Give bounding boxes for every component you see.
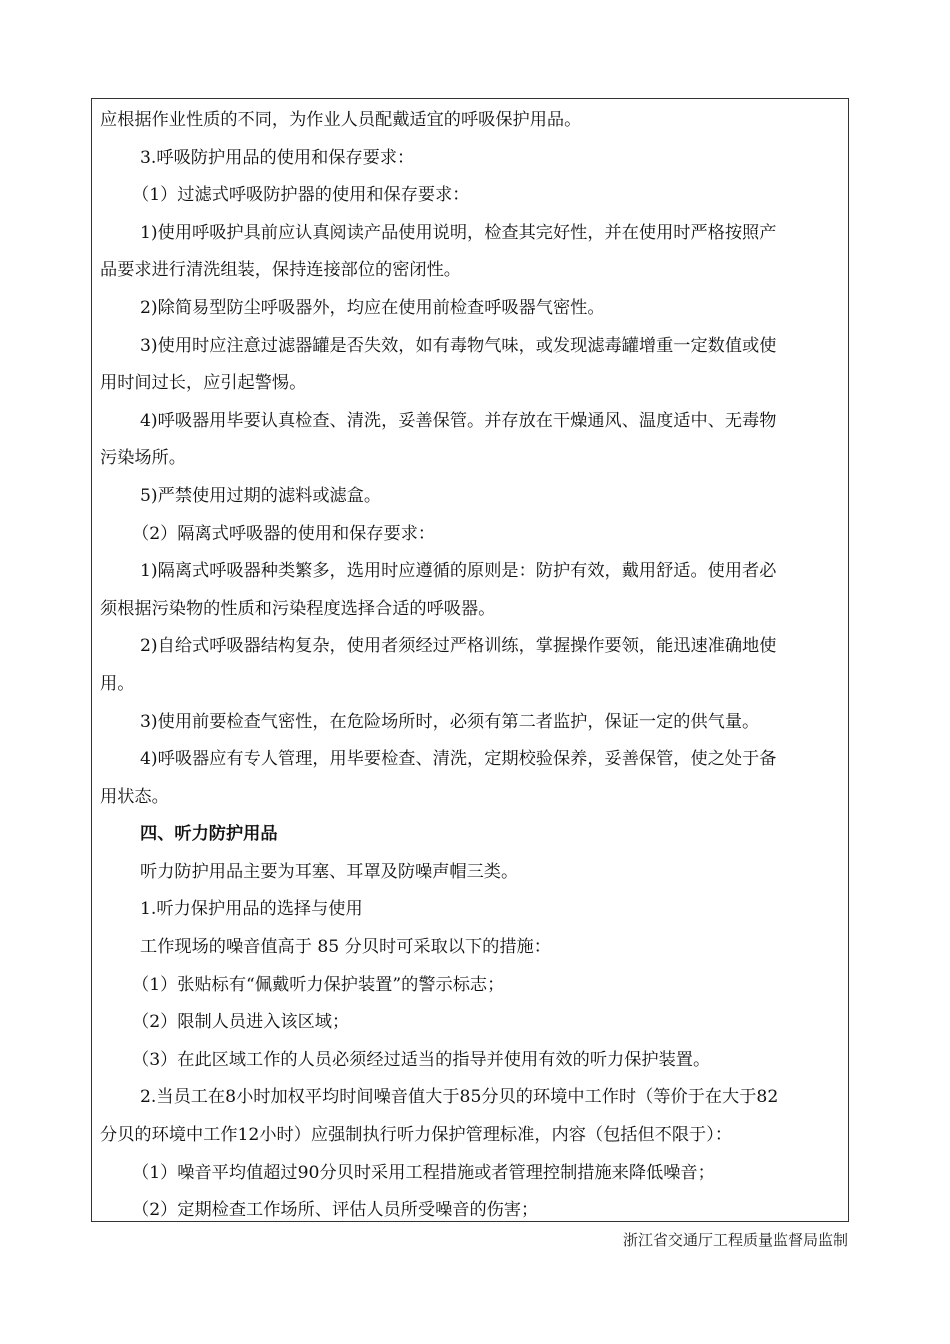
subsection-heading: （1）过滤式呼吸防护器的使用和保存要求： [132,185,470,206]
document-body [100,102,846,1230]
list-item: （2）定期检查工作场所、评估人员所受噪音的伤害； [132,1200,539,1221]
section-subheading: 3.呼吸防护用品的使用和保存要求： [140,147,415,168]
text-line: 须根据污染物的性质和污染程度选择合适的呼吸器。 [100,598,496,619]
subsection-heading: （2）隔离式呼吸器的使用和保存要求： [132,523,436,544]
section-subheading: 1.听力保护用品的选择与使用 [140,899,363,920]
text-line: 分贝的环境中工作12小时）应强制执行听力保护管理标准，内容（包括但不限于）： [100,1125,733,1146]
text-line: 1)隔离式呼吸器种类繁多，选用时应遵循的原则是：防护有效，戴用舒适。使用者必 [140,561,777,582]
text-line: 4)呼吸器应有专人管理，用毕要检查、清洗，定期校验保养，妥善保管，使之处于备 [140,749,777,770]
text-line: 工作现场的噪音值高于 85 分贝时可采取以下的措施： [140,937,551,958]
text-line: 4)呼吸器用毕要认真检查、清洗，妥善保管。并存放在干燥通风、温度适中、无毒物 [140,410,777,431]
text-line: 2.当员工在8小时加权平均时间噪音值大于85分贝的环境中工作时（等价于在大于82 [140,1087,779,1108]
text-line: 1)使用呼吸护具前应认真阅读产品使用说明，检查其完好性，并在使用时严格按照产 [140,222,777,243]
text-line: 听力防护用品主要为耳塞、耳罩及防噪声帽三类。 [140,861,519,882]
list-item: （1）噪音平均值超过90分贝时采用工程措施或者管理控制措施来降低噪音； [132,1162,715,1183]
text-line: 品要求进行清洗组装，保持连接部位的密闭性。 [100,260,461,281]
text-line: 2)除简易型防尘呼吸器外，均应在使用前检查呼吸器气密性。 [140,297,605,318]
text-line: 用状态。 [100,786,169,807]
text-line: 5)严禁使用过期的滤料或滤盒。 [140,485,382,506]
list-item: （3）在此区域工作的人员必须经过适当的指导并使用有效的听力保护装置。 [132,1049,711,1070]
text-line: 用时间过长，应引起警惕。 [100,373,307,394]
list-item: （1）张贴标有“佩戴听力保护装置”的警示标志； [132,974,505,995]
text-line: 3)使用前要检查气密性，在危险场所时，必须有第二者监护，保证一定的供气量。 [140,711,760,732]
text-line: 3)使用时应注意过滤器罐是否失效，如有毒物气味，或发现滤毒罐增重一定数值或使 [140,335,777,356]
text-line: 污染场所。 [100,448,186,469]
section-heading: 四、听力防护用品 [140,824,278,845]
list-item: （2）限制人员进入该区域； [132,1012,350,1033]
text-line: 用。 [100,673,135,694]
text-line: 2)自给式呼吸器结构复杂，使用者须经过严格训练，掌握操作要领，能迅速准确地使 [140,636,777,657]
footer-issuer: 浙江省交通厅工程质量监督局监制 [622,1231,848,1249]
text-line: 应根据作业性质的不同，为作业人员配戴适宜的呼吸保护用品。 [100,110,582,130]
